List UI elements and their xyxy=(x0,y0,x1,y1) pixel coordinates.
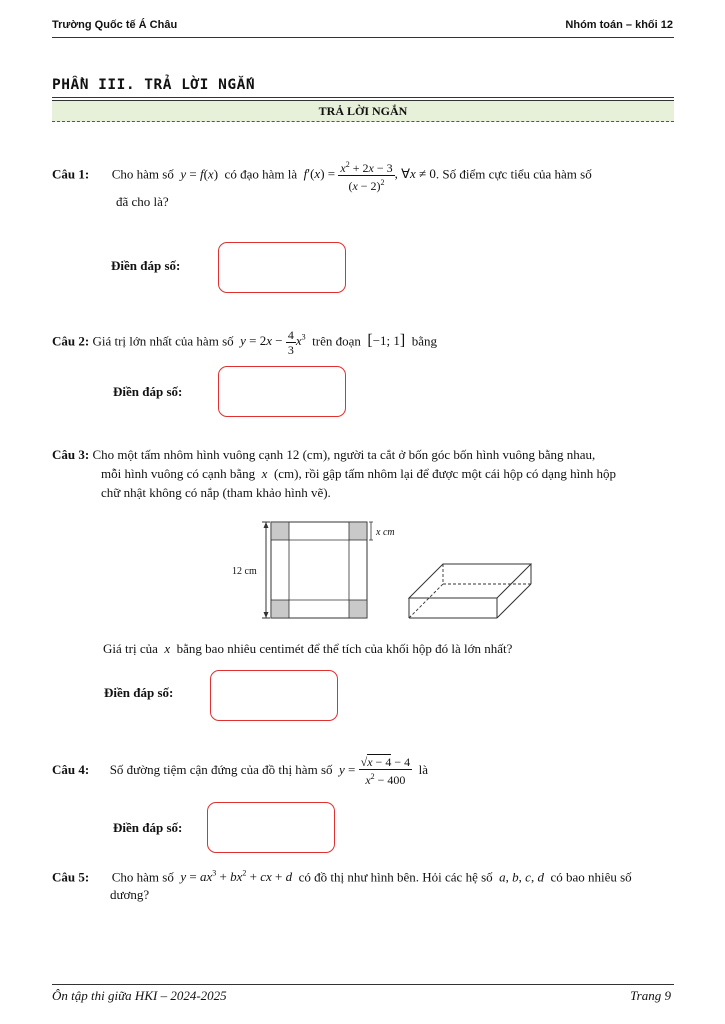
corner-cut-top-left xyxy=(271,522,289,540)
answer-box-3[interactable] xyxy=(210,670,338,721)
question-2-label: Câu 2: xyxy=(52,333,90,349)
question-1-function: y = f(x) xyxy=(180,166,222,182)
figure-corner-label: x cm xyxy=(376,527,395,538)
question-1-text-b: có đạo hàm là xyxy=(224,166,298,182)
question-1-text-c: . Số điểm cực tiểu của hàm số xyxy=(435,166,592,182)
question-4-text-a: Số đường tiệm cận đứng của đồ thị hàm số xyxy=(109,761,333,777)
figure-side-label: 12 cm xyxy=(232,566,257,577)
question-2-text-c: bằng xyxy=(411,333,438,349)
section-band: TRẢ LỜI NGẮN xyxy=(52,100,674,122)
question-5-function: $y = ax^3 + bx^2$ + cx + d xyxy=(180,869,293,885)
question-5: Câu 5: Cho hàm số $y = ax^3 + bx^2$ + cx + d có đồ thị như hình bên. Hỏi các hệ số a, b, c, d có bao nhiêu số xyxy=(52,869,632,885)
answer-box-1[interactable] xyxy=(218,242,346,293)
arrow-down-icon xyxy=(264,612,269,618)
answer-label-1: Điền đáp số: xyxy=(111,258,181,273)
footer-divider xyxy=(52,984,674,985)
question-3 xyxy=(52,446,677,463)
question-1-text-a: Cho hàm số xyxy=(111,166,174,182)
question-5-text-b: có đồ thị như hình bên. Hỏi các hệ số xyxy=(298,869,493,885)
question-3-follow-text-a: Giá trị của xyxy=(103,641,158,656)
question-3-text-b: (cm), rồi gập tấm nhôm lại để được một cái hộp có dạng hình hộp xyxy=(273,466,617,481)
question-3-follow-up: Giá trị của x bằng bao nhiêu centimét để thể tích của khối hộp đó là lớn nhất? xyxy=(103,641,513,656)
answer-label-2: Điền đáp số: xyxy=(113,384,183,399)
question-1-derivative: f′(x) = $\frac{x^2 + 2x - 3}{(x - 2)^2}$ , ∀x ≠ 0 xyxy=(303,160,436,193)
box-figure xyxy=(405,560,535,624)
question-3-line-2: mỗi hình vuông có cạnh bằng x (cm), rồi gập tấm nhôm lại để được một cái hộp có dạng hình hộp xyxy=(101,466,617,481)
section-divider xyxy=(52,97,674,98)
question-4-function: y = $\frac{√x - 4 - 4}{x^2 - 400}$ xyxy=(339,755,411,787)
answer-box-2[interactable] xyxy=(218,366,346,417)
question-5-line-2: dương? xyxy=(110,887,150,902)
question-1 xyxy=(52,158,682,193)
corner-cut-bottom-right xyxy=(349,600,367,618)
corner-cut-bottom-left xyxy=(271,600,289,618)
question-3-label: Câu 3: xyxy=(52,447,90,462)
header-school: Trường Quốc tế Á Châu xyxy=(52,19,178,31)
question-5-text-a: Cho hàm số xyxy=(111,869,174,885)
header-group: Nhóm toán – khối 12 xyxy=(565,19,673,31)
question-4 xyxy=(52,755,682,787)
header-divider xyxy=(52,37,674,38)
corner-cut-top-right xyxy=(349,522,367,540)
box-top-rim xyxy=(409,564,531,598)
question-1-line-2: đã cho là? xyxy=(116,194,169,209)
question-3-text-a: mỗi hình vuông có cạnh bằng xyxy=(101,466,256,481)
question-2-text-b: trên đoạn xyxy=(312,333,361,349)
question-4-text-b: là xyxy=(418,761,428,777)
page-number: Trang 9 xyxy=(630,988,671,1003)
question-3-follow-text-b: bằng bao nhiêu centimét để thể tích của khối hộp đó là lớn nhất? xyxy=(176,641,513,656)
answer-label-3: Điền đáp số: xyxy=(104,685,174,700)
question-3-line-3: chữ nhật không có nắp (tham khảo hình vẽ). xyxy=(101,485,331,500)
question-4-label: Câu 4: xyxy=(52,761,90,777)
answer-box-4[interactable] xyxy=(207,802,335,853)
question-5-text-c: có bao nhiêu số xyxy=(550,869,632,885)
question-2-function: y = 2x − $\frac{4}{3}$ $x^3$ xyxy=(240,328,306,357)
question-2-text-a: Giá trị lớn nhất của hàm số xyxy=(92,333,234,349)
question-2-interval: [−1; 1] xyxy=(367,332,406,350)
question-2 xyxy=(52,328,682,357)
question-3-line-1: Cho một tấm nhôm hình vuông cạnh 12 (cm), người ta cắt ở bốn góc bốn hình vuông bằng nhau, xyxy=(92,447,596,462)
answer-label-4: Điền đáp số: xyxy=(113,820,183,835)
hidden-edge xyxy=(409,584,443,618)
section-title: PHẦN III. TRẢ LỜI NGẮN xyxy=(52,77,256,93)
question-5-label: Câu 5: xyxy=(52,869,90,885)
question-1-label: Câu 1: xyxy=(52,166,90,182)
footer-title: Ôn tập thi giữa HKI – 2024-2025 xyxy=(52,988,227,1003)
arrow-up-icon xyxy=(264,522,269,528)
